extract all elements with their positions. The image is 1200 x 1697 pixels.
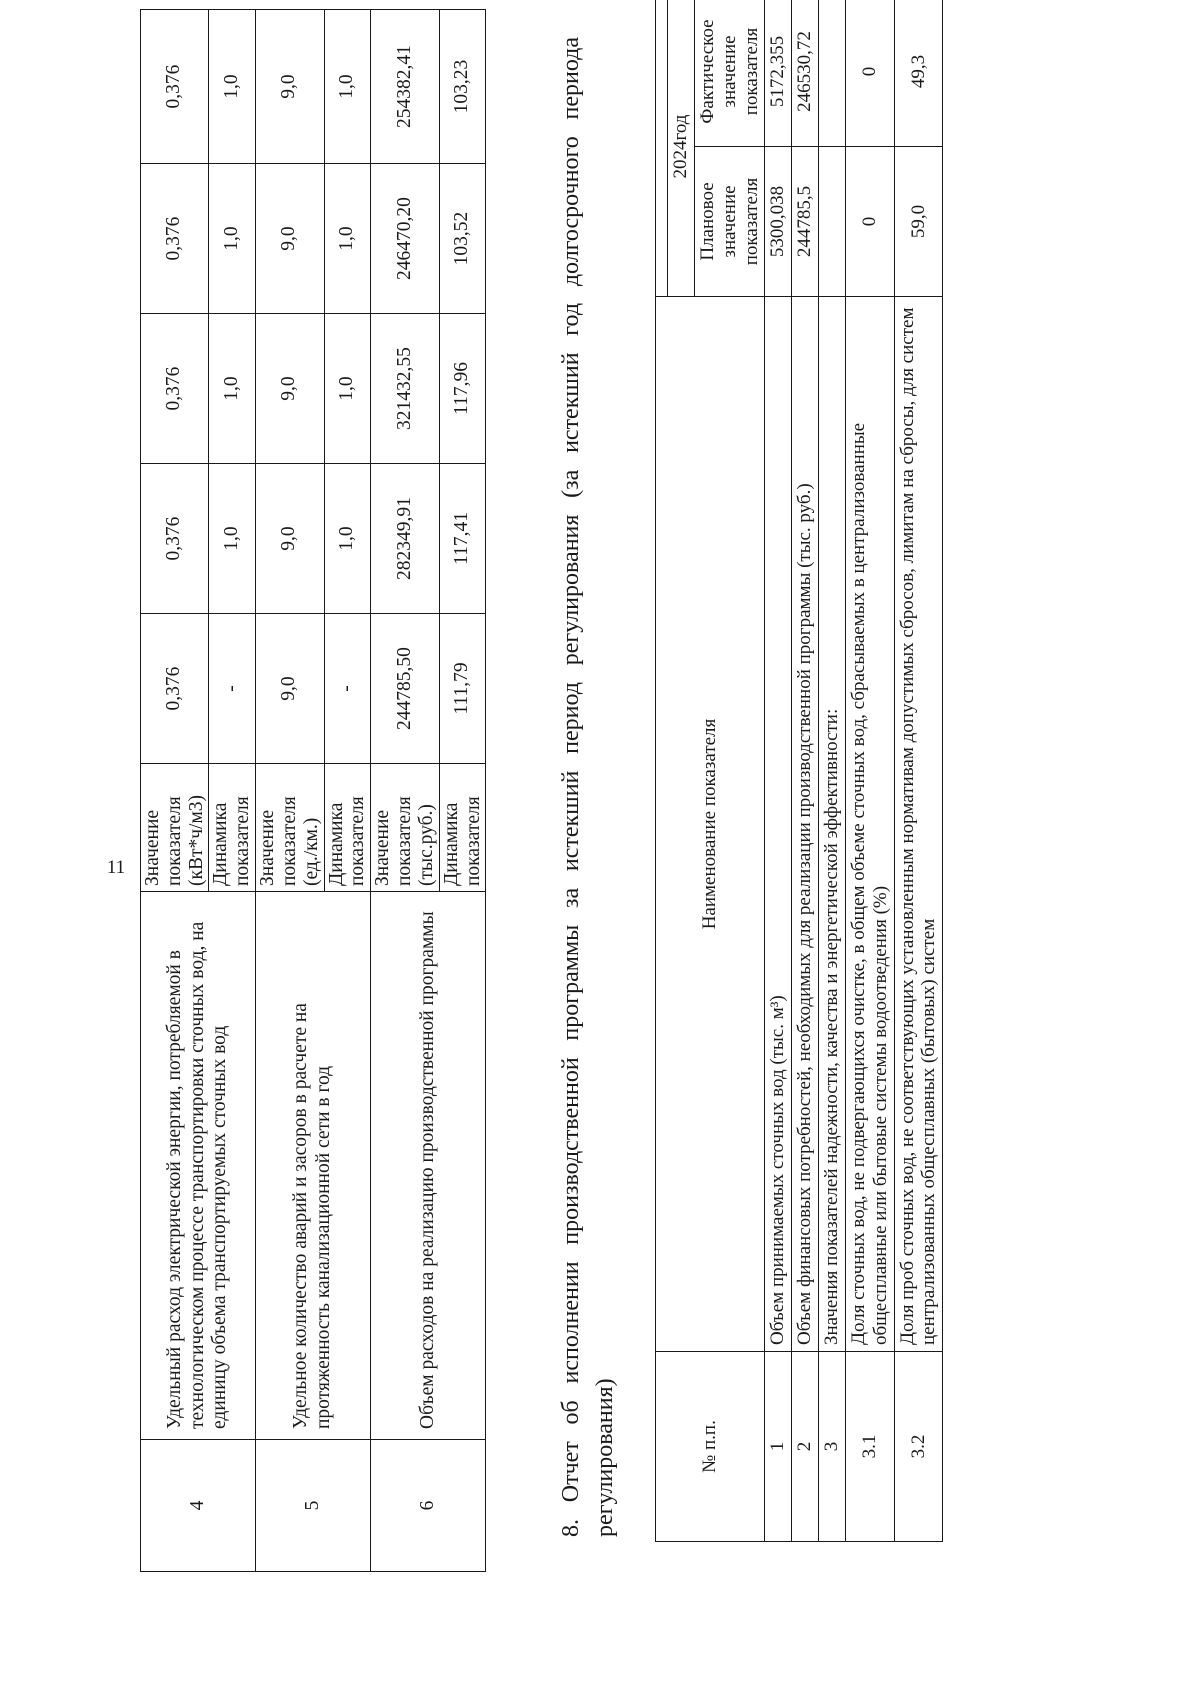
value-cell: 321432,55 xyxy=(371,314,439,464)
fact-value xyxy=(819,0,846,147)
row-number: 3.1 xyxy=(845,1352,894,1542)
value-cell: 244785,50 xyxy=(371,614,439,764)
dynamics-label: Динамика показателя xyxy=(439,764,486,892)
indicator-name: Объем принимаемых сточных вод (тыс. м³) xyxy=(765,297,792,1352)
dynamics-cell: 1,0 xyxy=(209,10,256,164)
row-number: 3 xyxy=(819,1352,846,1542)
row-number: 3.2 xyxy=(894,1352,943,1542)
dynamics-cell: 103,23 xyxy=(439,10,486,164)
dynamics-cell: 1,0 xyxy=(324,314,371,464)
value-cell: 0,376 xyxy=(141,314,209,464)
value-cell: 0,376 xyxy=(141,10,209,164)
fact-value: 0 xyxy=(845,0,894,147)
row-number: 4 xyxy=(141,1440,256,1572)
fact-value: 5172,355 xyxy=(765,0,792,147)
value-cell: 254382,41 xyxy=(371,10,439,164)
plan-value xyxy=(819,147,846,297)
value-cell: 9,0 xyxy=(256,314,324,464)
value-cell: 0,376 xyxy=(141,614,209,764)
dynamics-cell: 1,0 xyxy=(209,164,256,314)
dynamics-cell: 117,41 xyxy=(439,464,486,614)
plan-value: 0 xyxy=(845,147,894,297)
header-plan: Плановое значение показателя xyxy=(694,147,765,297)
table-row xyxy=(894,0,943,1542)
value-cell: 282349,91 xyxy=(371,464,439,614)
header-num: № п.п. xyxy=(656,1352,765,1542)
plan-value: 244785,5 xyxy=(792,147,819,297)
row-number: 2 xyxy=(792,1352,819,1542)
row-number: 6 xyxy=(371,1440,486,1572)
section-heading-text: 8. Отчет об исполнении производственной программы за истекший период регулирования (за истекший год долгосрочного периода регулирования) xyxy=(558,37,618,1537)
indicator-name: Значения показателей надежности, качества и энергетической эффективности: xyxy=(819,297,846,1352)
indicator-name: Доля проб сточных вод, не соответствующих установленным нормативам допустимых сбросов, лимитам на сбросы, для систем централизованных общесплавных (бытовых) систем xyxy=(894,297,943,1352)
page-number: 11 xyxy=(106,856,126,878)
indicator-name: Объем финансовых потребностей, необходимых для реализации производственной программы (тыс. руб.) xyxy=(792,297,819,1352)
header-name: Наименование показателя xyxy=(656,297,765,1352)
table-row xyxy=(371,10,439,1572)
table-row xyxy=(845,0,894,1542)
indicator-name: Удельное количество аварий и засоров в расчете на протяженность канализационной сети в год xyxy=(256,892,371,1440)
value-cell: 9,0 xyxy=(256,164,324,314)
table-row xyxy=(792,0,819,1542)
table-row xyxy=(819,0,846,1542)
dynamics-cell: - xyxy=(209,614,256,764)
table-row xyxy=(765,0,792,1542)
dynamics-cell: 103,52 xyxy=(439,164,486,314)
program-report-table xyxy=(655,0,943,1542)
table-header-row xyxy=(656,0,668,1542)
value-label: Значение показателя (тыс.руб.) xyxy=(371,764,439,892)
indicator-name: Объем расходов на реализацию производственной программы xyxy=(371,892,486,1440)
dynamics-label: Динамика показателя xyxy=(209,764,256,892)
row-number: 5 xyxy=(256,1440,371,1572)
value-label: Значение показателя (ед./км.) xyxy=(256,764,324,892)
dynamics-cell: 111,79 xyxy=(439,614,486,764)
value-cell: 9,0 xyxy=(256,614,324,764)
indicator-name: Доля сточных вод, не подвергающихся очистке, в общем объеме сточных вод, сбрасываемых в централизованные общесплавные или бытовые системы водоотведения (%) xyxy=(845,297,894,1352)
section-heading xyxy=(555,37,622,1537)
header-fact: Фактическое значение показателя xyxy=(694,0,765,147)
table-row xyxy=(141,10,209,1572)
plan-value: 59,0 xyxy=(894,147,943,297)
table-row xyxy=(256,10,324,1572)
indicators-table xyxy=(140,9,486,1572)
value-cell: 0,376 xyxy=(141,164,209,314)
value-cell: 246470,20 xyxy=(371,164,439,314)
indicator-name: Удельный расход электрической энергии, потребляемой в технологическом процессе транспортировки сточных вод, на единицу объема транспортируемых сточных вод xyxy=(141,892,256,1440)
value-cell: 0,376 xyxy=(141,464,209,614)
dynamics-cell: 1,0 xyxy=(324,164,371,314)
dynamics-cell: 1,0 xyxy=(324,464,371,614)
value-label: Значение показателя (кВт*ч/м3) xyxy=(141,764,209,892)
header-spacer xyxy=(656,0,668,297)
dynamics-cell: 1,0 xyxy=(209,314,256,464)
plan-value: 5300,038 xyxy=(765,147,792,297)
value-cell: 9,0 xyxy=(256,464,324,614)
value-cell: 9,0 xyxy=(256,10,324,164)
header-year: 2024год xyxy=(668,0,695,297)
row-number: 1 xyxy=(765,1352,792,1542)
fact-value: 49,3 xyxy=(894,0,943,147)
fact-value: 246530,72 xyxy=(792,0,819,147)
dynamics-cell: 1,0 xyxy=(209,464,256,614)
dynamics-cell: - xyxy=(324,614,371,764)
dynamics-cell: 1,0 xyxy=(324,10,371,164)
dynamics-cell: 117,96 xyxy=(439,314,486,464)
dynamics-label: Динамика показателя xyxy=(324,764,371,892)
